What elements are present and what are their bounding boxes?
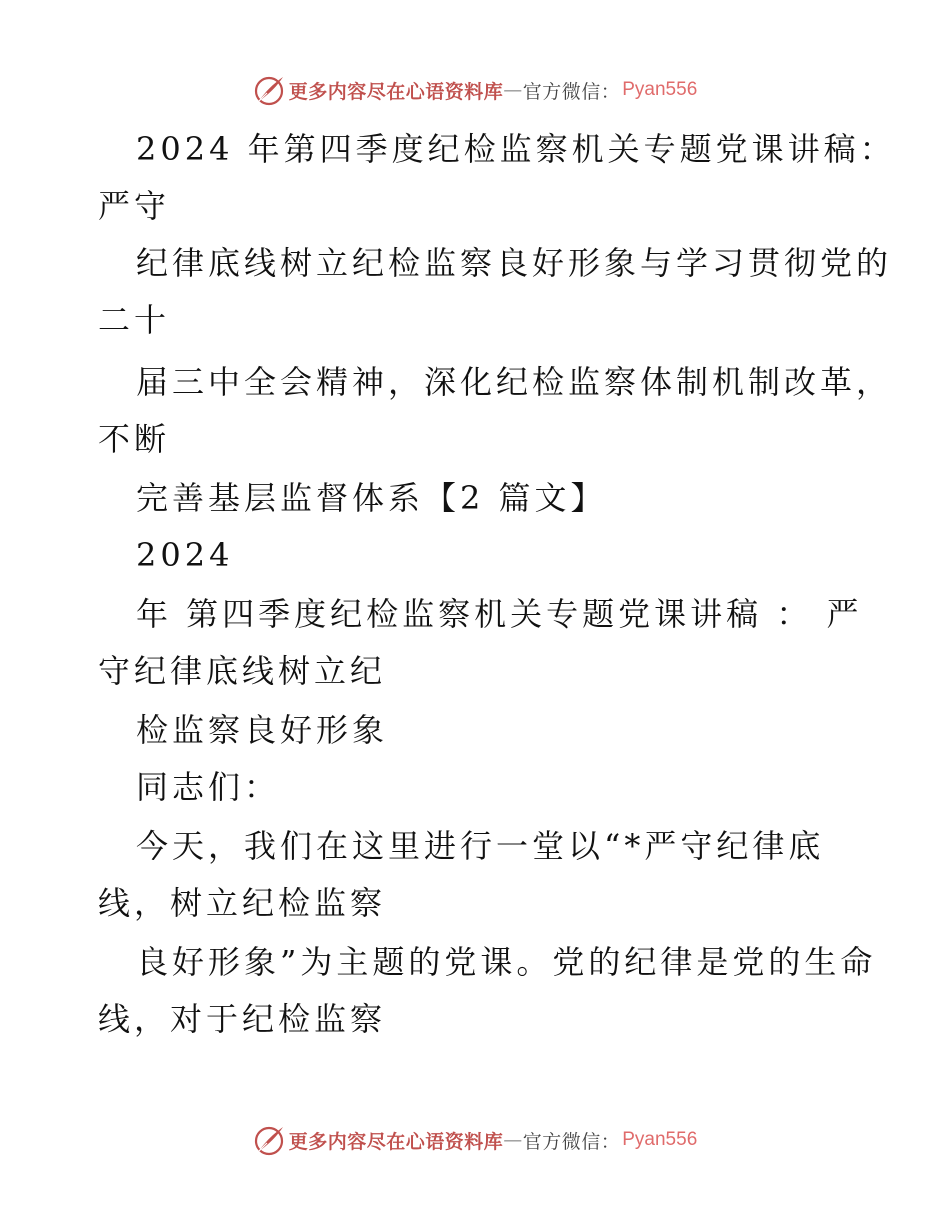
text-line: 线，树立纪检监察 <box>98 884 387 922</box>
text-line: 今天，我们在这里进行一堂以“*严守纪律底 <box>136 827 825 865</box>
text-line: 良好形象”为主题的党课。党的纪律是党的生命 <box>136 943 877 981</box>
text-line: 年 第四季度纪检监察机关专题党课讲稿 ： 严 <box>136 595 863 633</box>
text-line: 不断 <box>98 420 171 458</box>
text-line: 届三中全会精神，深化纪检监察体制机制改革， <box>136 363 893 401</box>
text-line: 2024 年第四季度纪检监察机关专题党课讲稿： <box>136 130 896 168</box>
watermark-wechat-id: Pyan556 <box>622 1129 698 1150</box>
feather-pen-logo-icon <box>253 74 285 106</box>
text-line: 严守 <box>98 187 171 225</box>
feather-pen-logo-icon <box>253 1124 285 1156</box>
watermark-separator: — <box>503 1129 523 1151</box>
watermark-wechat-label: 官方微信： <box>522 80 621 103</box>
footer-watermark <box>0 1120 950 1160</box>
text-line: 线，对于纪检监察 <box>98 1000 387 1038</box>
text-line: 守纪律底线树立纪 <box>98 652 387 690</box>
header-watermark <box>0 70 950 110</box>
text-line: 检监察良好形象 <box>136 711 389 749</box>
text-line: 纪律底线树立纪检监察良好形象与学习贯彻党的 <box>136 244 893 282</box>
text-line: 同志们： <box>136 768 281 806</box>
watermark-wechat-label: 官方微信： <box>522 1130 621 1153</box>
watermark-wechat-id: Pyan556 <box>622 79 698 100</box>
text-line: 二十 <box>98 301 171 339</box>
watermark-main-text: 更多内容尽在心语资料库 <box>288 1130 504 1153</box>
text-line: 2024 <box>136 536 234 574</box>
watermark-separator: — <box>503 79 523 101</box>
text-line: 完善基层监督体系【2 篇文】 <box>136 479 607 517</box>
watermark-main-text: 更多内容尽在心语资料库 <box>288 80 504 103</box>
